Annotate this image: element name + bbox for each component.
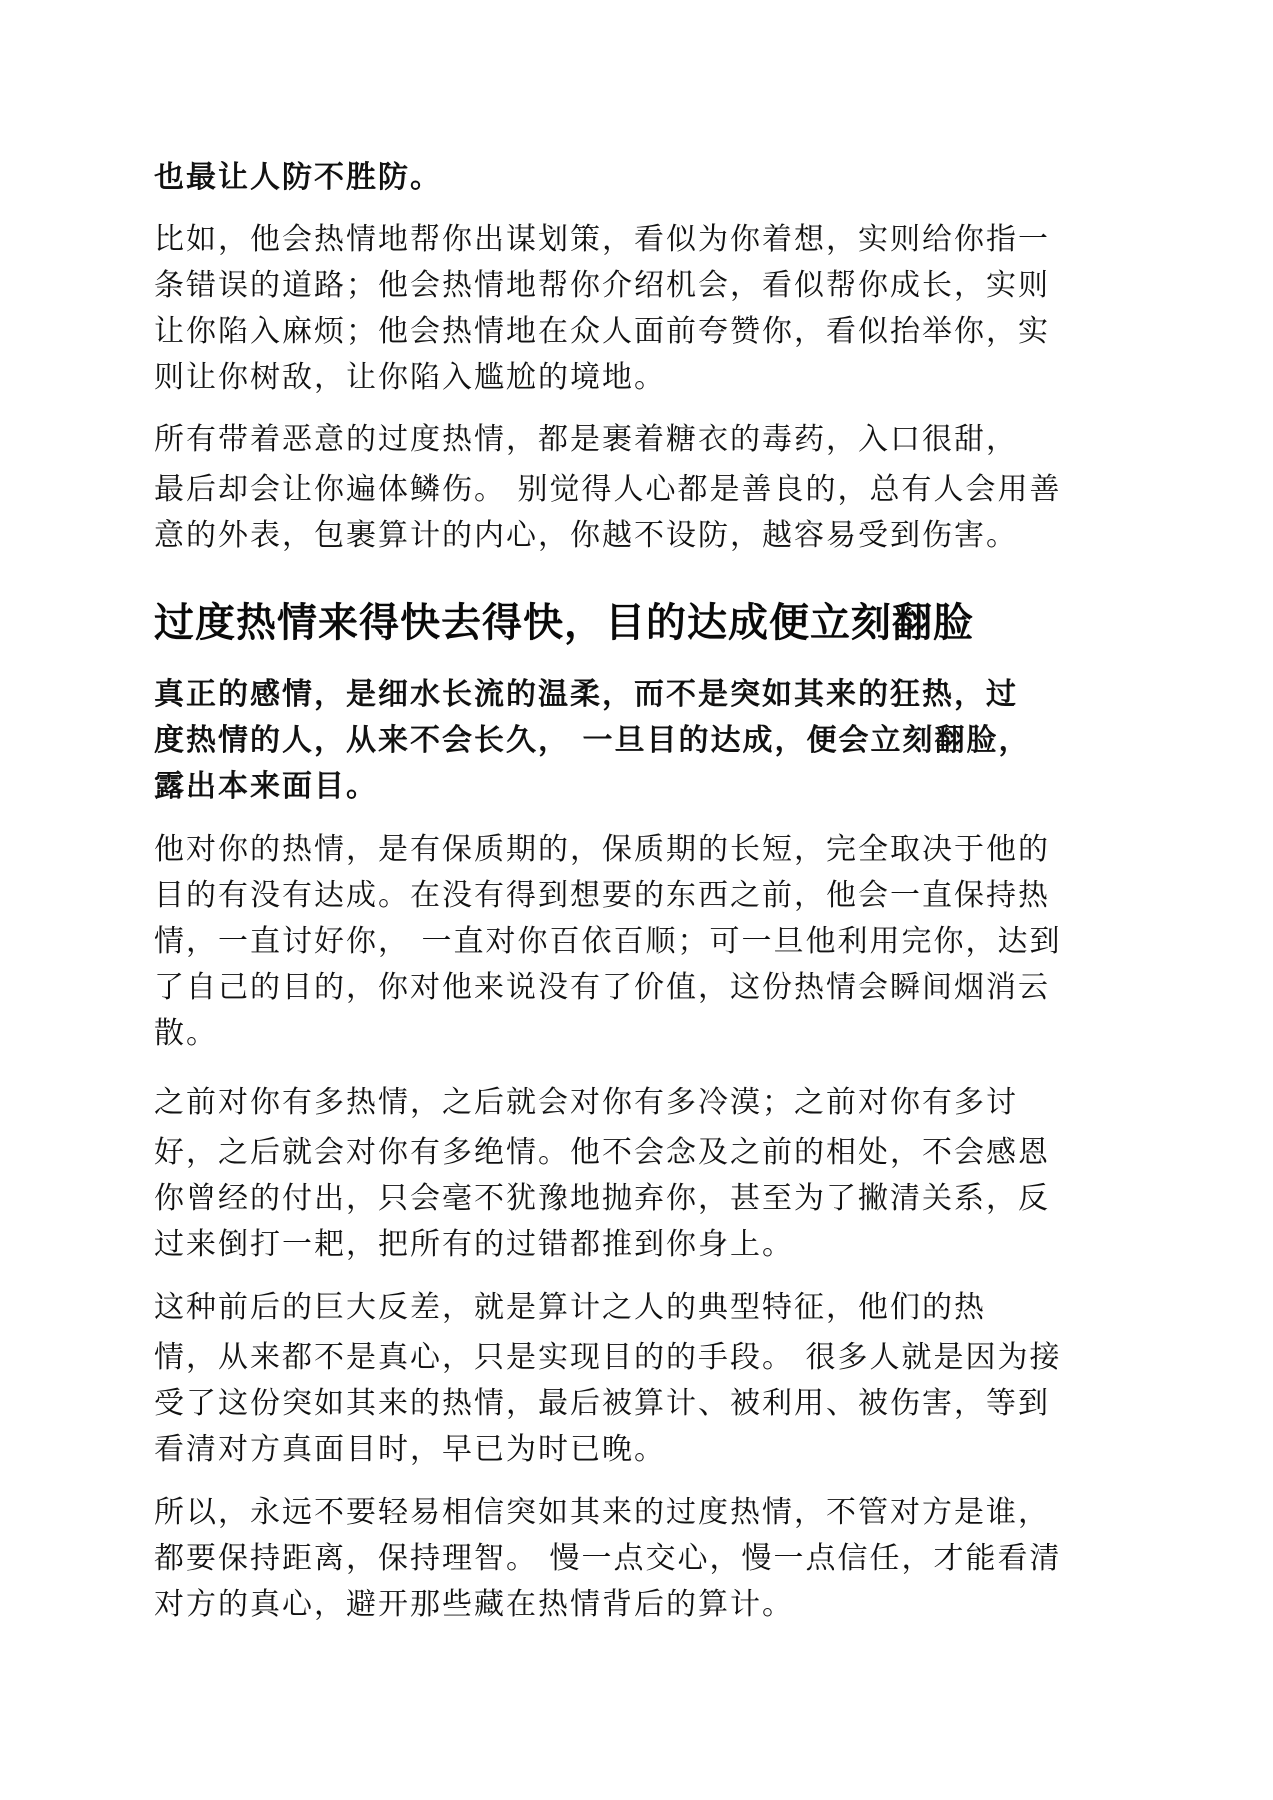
paragraph-line: 受了这份突如其来的热情，最后被算计、被利用、被伤害，等到 bbox=[154, 1386, 1050, 1421]
paragraph-line: 情，一直讨好你， 一直对你百依百顺；可一旦他利用完你，达到 bbox=[154, 924, 1062, 959]
paragraph-line: 意的外表，包裹算计的内心，你越不设防，越容易受到伤害。 bbox=[154, 518, 1018, 553]
section-heading: 过度热情来得快去得快，目的达成便立刻翻脸 bbox=[154, 600, 974, 646]
paragraph-line: 过来倒打一耙，把所有的过错都推到你身上。 bbox=[154, 1227, 794, 1262]
lead-line: 露出本来面目。 bbox=[154, 769, 378, 804]
paragraph-line: 最后却会让你遍体鳞伤。 别觉得人心都是善良的，总有人会用善 bbox=[154, 472, 1062, 507]
paragraph-line: 你曾经的付出，只会毫不犹豫地抛弃你，甚至为了撇清关系，反 bbox=[154, 1181, 1050, 1216]
paragraph-line: 散。 bbox=[154, 1016, 218, 1051]
paragraph-line: 都要保持距离，保持理智。 慢一点交心，慢一点信任，才能看清 bbox=[154, 1541, 1062, 1576]
paragraph-line: 对方的真心，避开那些藏在热情背后的算计。 bbox=[154, 1587, 794, 1622]
paragraph-line: 好，之后就会对你有多绝情。他不会念及之前的相处，不会感恩 bbox=[154, 1135, 1050, 1170]
intro-tail-line: 也最让人防不胜防。 bbox=[154, 160, 442, 195]
paragraph-line: 比如，他会热情地帮你出谋划策，看似为你着想，实则给你指一 bbox=[154, 222, 1050, 257]
paragraph-line: 他对你的热情，是有保质期的，保质期的长短，完全取决于他的 bbox=[154, 832, 1050, 867]
paragraph-line: 看清对方真面目时，早已为时已晚。 bbox=[154, 1432, 666, 1467]
paragraph-line: 让你陷入麻烦；他会热情地在众人面前夸赞你，看似抬举你，实 bbox=[154, 314, 1050, 349]
paragraph-line: 这种前后的巨大反差，就是算计之人的典型特征，他们的热 bbox=[154, 1290, 986, 1325]
paragraph-line: 条错误的道路；他会热情地帮你介绍机会，看似帮你成长，实则 bbox=[154, 268, 1050, 303]
paragraph-line: 所以，永远不要轻易相信突如其来的过度热情，不管对方是谁， bbox=[154, 1495, 1050, 1530]
paragraph-line: 之前对你有多热情，之后就会对你有多冷漠；之前对你有多讨 bbox=[154, 1085, 1018, 1120]
paragraph-line: 所有带着恶意的过度热情，都是裹着糖衣的毒药，入口很甜， bbox=[154, 422, 1018, 457]
paragraph-line: 情，从来都不是真心，只是实现目的的手段。 很多人就是因为接 bbox=[154, 1340, 1062, 1375]
lead-line: 真正的感情，是细水长流的温柔，而不是突如其来的狂热，过 bbox=[154, 677, 1018, 712]
lead-line: 度热情的人，从来不会长久， 一旦目的达成，便会立刻翻脸， bbox=[154, 723, 1031, 758]
paragraph-line: 则让你树敌，让你陷入尴尬的境地。 bbox=[154, 360, 666, 395]
paragraph-line: 了自己的目的，你对他来说没有了价值，这份热情会瞬间烟消云 bbox=[154, 970, 1050, 1005]
paragraph-line: 目的有没有达成。在没有得到想要的东西之前，他会一直保持热 bbox=[154, 878, 1050, 913]
